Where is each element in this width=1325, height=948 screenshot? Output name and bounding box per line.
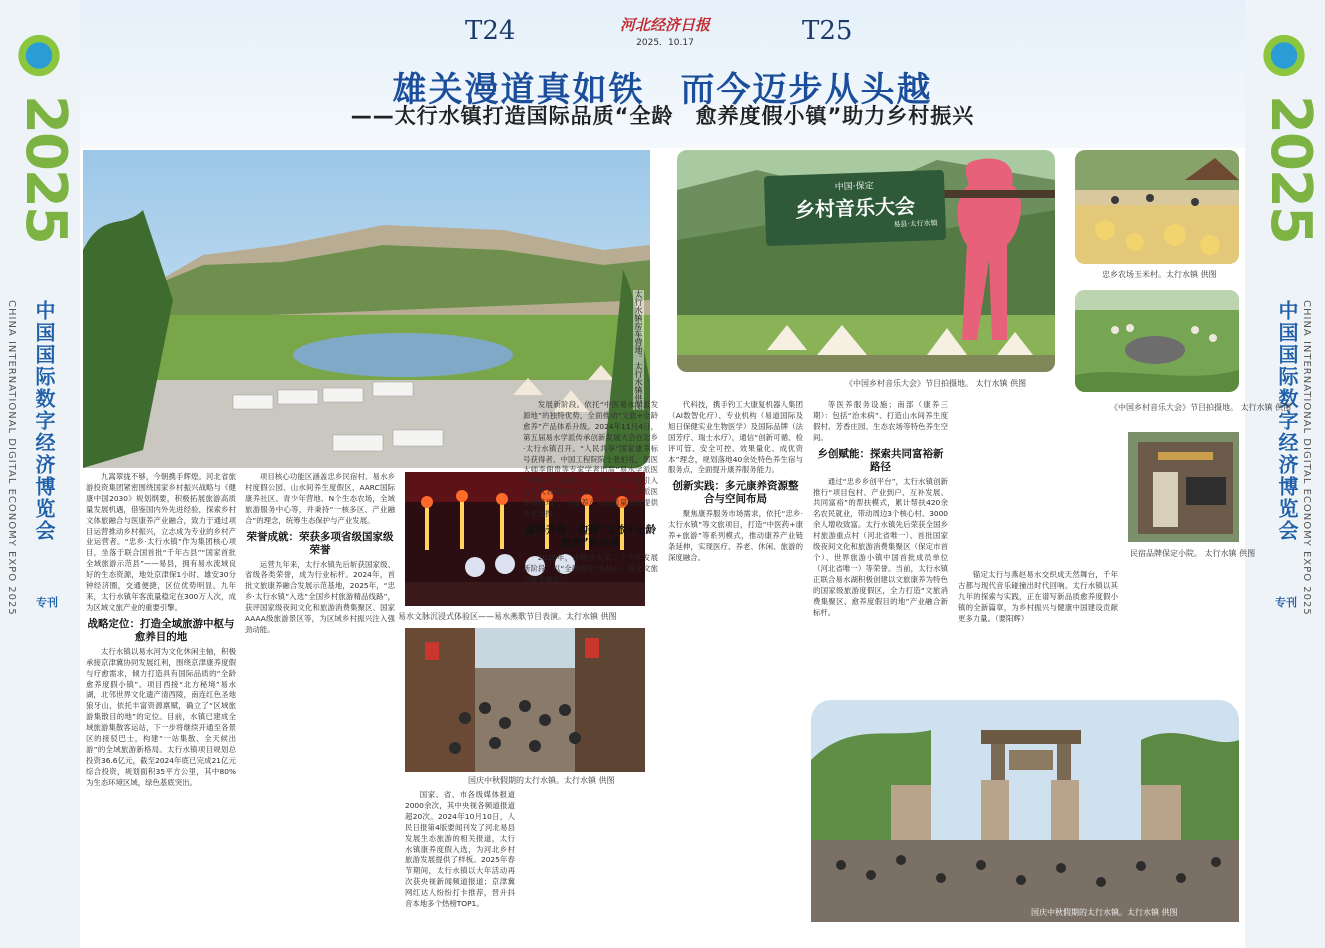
expo-tag: 专刊 xyxy=(36,596,58,609)
section-heading: 荣誉成就：荣获多项省级国家级荣誉 xyxy=(246,530,394,556)
aerial-photo xyxy=(1075,290,1239,392)
caption-main-photo: 太行水镇房车营地。太行水镇供图 xyxy=(634,290,643,410)
page-number-left: T24 xyxy=(465,16,516,46)
article-column-7 xyxy=(958,570,1118,695)
article-paragraph: 太行水镇以易水河为文化休闲主轴，积极承接京津冀协同发展红利，围绕京津康养度假与疗愈需求，倾力打造具有国际品质的“全龄愈养度假小镇”。项目西接“北方秘境”易水湖，北邻世界文化遗产清西陵，南连红色圣地狼牙山，依托丰富资源禀赋，确立了“区域旅游集散目的地”的定位。目前，水镇已建成全域旅游集散客运站，下一步将继续开通至各景区的接驳巴士，构建“一站集散、全天候出游”的全域旅游新格局。太行水镇项目规划总投资36.6亿元，截至2024年底已完成21亿元综合投资，规划面积35平方公里，其中80%为生态环境区域，绿色基底突出。 xyxy=(86,646,236,787)
article-paragraph: 锚定太行与燕赵易水交织成天然舞台，千年古都与现代音乐碰撞出时代回响。太行水镇以其九年的探索与实践，正在谱写新品质愈养度假小镇的全新篇章，为乡村振兴与健康中国建设贡献更多力量。（要阳辉） xyxy=(958,570,1118,623)
expo-name-en: CHINA INTERNATIONAL DIGITAL ECONOMY EXPO 2025 xyxy=(1301,300,1312,616)
article-paragraph: 代科技，携手钓工大康复机器人集团（AI数智化疗）、专业机构（易道国际及旭日保健实业生物医学）及国际品牌（法国芳疗、瑞士水疗），通信“创新可循、检评可管、安全可控、效果量化、成优资本”理念，规划落地40余处特色养生宿与服务点，全面提升康养服务能力。 xyxy=(668,400,803,475)
music-festival-photo xyxy=(677,150,1055,372)
article-column-2 xyxy=(245,472,395,938)
article-paragraph: 通过“忠乡乡创平台”，太行水镇创新推行“项目包村、产业到户、互补发展、共同富裕”的帮扶模式，累计帮扶420余名农民就业，带动周边3个核心村、3000余人增收致富。太行水镇先后荣获全国乡村旅游重点村（河北省唯一）、首批国家级夜间文化和旅游消费集聚区（保定市首个）、世界旅游小镇中国首批成员单位（河北省唯一）等荣誉。当前，太行水镇正联合易水湖积极创建以文旅康养为特色的国家级旅游度假区，全力打造“文旅消费集聚区、愈养度假目的地”产业融合新标杆。 xyxy=(813,476,948,617)
article-paragraph: 聚焦康养服务市场需求，依托“忠乡·太行水镇”等文旅项目，打造“中医药+康养+旅游”等系列模式，推动康养产业链条延伸，实现医疗、养老、休闲、旅游的深度融合。 xyxy=(668,509,803,562)
expo-logo-icon xyxy=(1259,28,1309,78)
section-heading: 创新实践：多元康养资源整合与空间布局 xyxy=(672,480,799,506)
expo-name-cn: 中国国际数字经济博览会 xyxy=(32,300,56,542)
left-expo-strip xyxy=(0,0,80,948)
caption-music-festival: 《中国乡村音乐大会》节目拍摄地。 太行水镇 供图 xyxy=(845,379,1027,388)
section-heading: 康养升级：构建“文旅+全龄愈养”新体系 xyxy=(524,523,657,549)
article-paragraph: 2025年，水镇步入第二个十年发展新阶段，以“全龄愈养”为核心，深化文旅与康养融合。 xyxy=(523,552,658,584)
caption-gate: 国庆中秋假期的太行水镇。太行水镇 供图 xyxy=(1031,908,1178,917)
article-column-3 xyxy=(405,790,515,938)
caption-fire-show: 易水文脉沉浸式体验区——易水燕歌节目表演。太行水镇 供图 xyxy=(398,612,617,621)
right-expo-strip xyxy=(1245,0,1325,948)
caption-hostel: 民宿品牌保定小院。 太行水镇 供图 xyxy=(1130,549,1256,558)
expo-year: 2025 xyxy=(13,95,78,243)
page-header xyxy=(80,0,1245,148)
article-column-5 xyxy=(668,400,803,938)
banner-line1: 中国·保定 xyxy=(834,181,874,193)
banner-line3: 易县·太行水镇 xyxy=(893,219,938,229)
gate-photo xyxy=(811,700,1239,922)
article-column-1 xyxy=(86,472,236,938)
article-paragraph: 国家、省、市各级媒体报道2000余次，其中央视各频道报道超20次。2024年10月10日，人民日报第4版要闻刊发了河北易县发展生态旅游的相关报道，太行水镇康养度假入选，为河北乡村旅游发展提供了样板。2025年春节期间，太行水镇以大年活动再次获央视新闻频道报道；京津冀网红达人纷纷打卡推荐，晋升抖音本地多个热榜TOP1。 xyxy=(405,790,515,909)
article-paragraph: 发展新阶段。依托“中医易水学派发源地”的独特优势，全面推动“文旅+全龄愈养”产品体系升级。2024年11月4日，第五届易水学派传承创新发展大会在忠乡·太行水镇召开。“人民共享”国家康养标号获得者、中国工程院院士张伯礼，国医大师李佃贵等专家学者出席“易水学派医养康基地”启动仪式。太行水镇积极引入院士代表的医疗资源，打造“易水学派医养康基地”，为康养产业高质量发展提供专业支撑。 xyxy=(523,400,658,519)
section-heading: 战略定位：打造全域旅游中枢与愈养目的地 xyxy=(87,617,235,643)
article-column-4 xyxy=(523,400,658,938)
article-column-6 xyxy=(813,400,948,695)
caption-aerial: 《中国乡村音乐大会》节目拍摄地。 太行水镇 供图 xyxy=(1110,403,1292,412)
page-number-right: T25 xyxy=(802,16,853,46)
festival-banner xyxy=(764,170,946,246)
masthead xyxy=(620,14,710,48)
expo-tag: 专刊 xyxy=(1275,596,1297,609)
article-paragraph: 九嵩翠拢不够，今朝携手辉煌。河北省旅游投资集团紧密围绕国家乡村振兴战略与《健康中国2030》规划纲要，积极拓展旅游高质量发展机遇，借鉴国内外先进经验，探索乡村文体旅融合与医康养产业融合，致力于通过项目运营推动乡村振兴，立志成为专业的乡村产业运营者。“忠乡·太行水镇”作为集团核心项目，坐落于联合国首批“千年古县”“国家首批全域旅游示范县”——易县，拥有易水流域良好的生态资源，地处京津保1小时、雄安30分钟经济圈，交通便捷，区位优势明显。九年来，太行水镇年客流量稳定在300万人次，成为区域文旅产业的重要引擎。 xyxy=(86,472,236,612)
article-paragraph: 项目核心功能区涵盖忠乡民宿村、易水乡村度假公园、山水间养生度假区、AARC国际康养社区、青少年营地、N个生态农场，全域旅游服务中心等，并秉持“一核多区、产业融合”的理念，统筹生态保护与产业发展。 xyxy=(245,472,395,525)
section-heading: 乡创赋能：探索共同富裕新路径 xyxy=(817,447,944,473)
masthead-name: 河北经济日报 xyxy=(620,16,711,34)
article-paragraph: 等医养服务设施；南部（康养三期）：包括“治未病”、打造山水间养生度假村、芳香庄园、生态农场等特色养生空间。 xyxy=(813,400,948,442)
expo-name-en: CHINA INTERNATIONAL DIGITAL ECONOMY EXPO 2025 xyxy=(6,300,17,616)
corn-village-photo xyxy=(1075,150,1239,264)
expo-name-cn: 中国国际数字经济博览会 xyxy=(1275,300,1299,542)
expo-logo-icon xyxy=(14,28,64,78)
hostel-photo xyxy=(1128,432,1239,542)
banner-line2: 乡村音乐大会 xyxy=(794,193,916,223)
subheadline: ——太行水镇打造国际品质“全龄 愈养度假小镇”助力乡村振兴 xyxy=(350,104,975,128)
headline: 雄关漫道真如铁 而今迈步从头越 xyxy=(392,70,933,110)
expo-year: 2025 xyxy=(1258,95,1323,243)
caption-corn-village: 忠乡农场玉米村。太行水镇 供图 xyxy=(1102,270,1217,279)
issue-date: 2025．10.17 xyxy=(636,38,694,48)
caption-crowd: 国庆中秋假期的太行水镇。太行水镇 供图 xyxy=(468,776,615,785)
article-paragraph: 运营九年来，太行水镇先后斩获国家级、省级各类荣誉，成为行业标杆。2024年，首批文旅康养融合发展示范基地，2025年，“忠乡·太行水镇”入选“全国乡村旅游精品线路”，获评国家级夜间文化和旅游消费集聚区、国家AAAA级旅游景区等，为区域乡村振兴注入强劲动能。 xyxy=(245,559,395,634)
